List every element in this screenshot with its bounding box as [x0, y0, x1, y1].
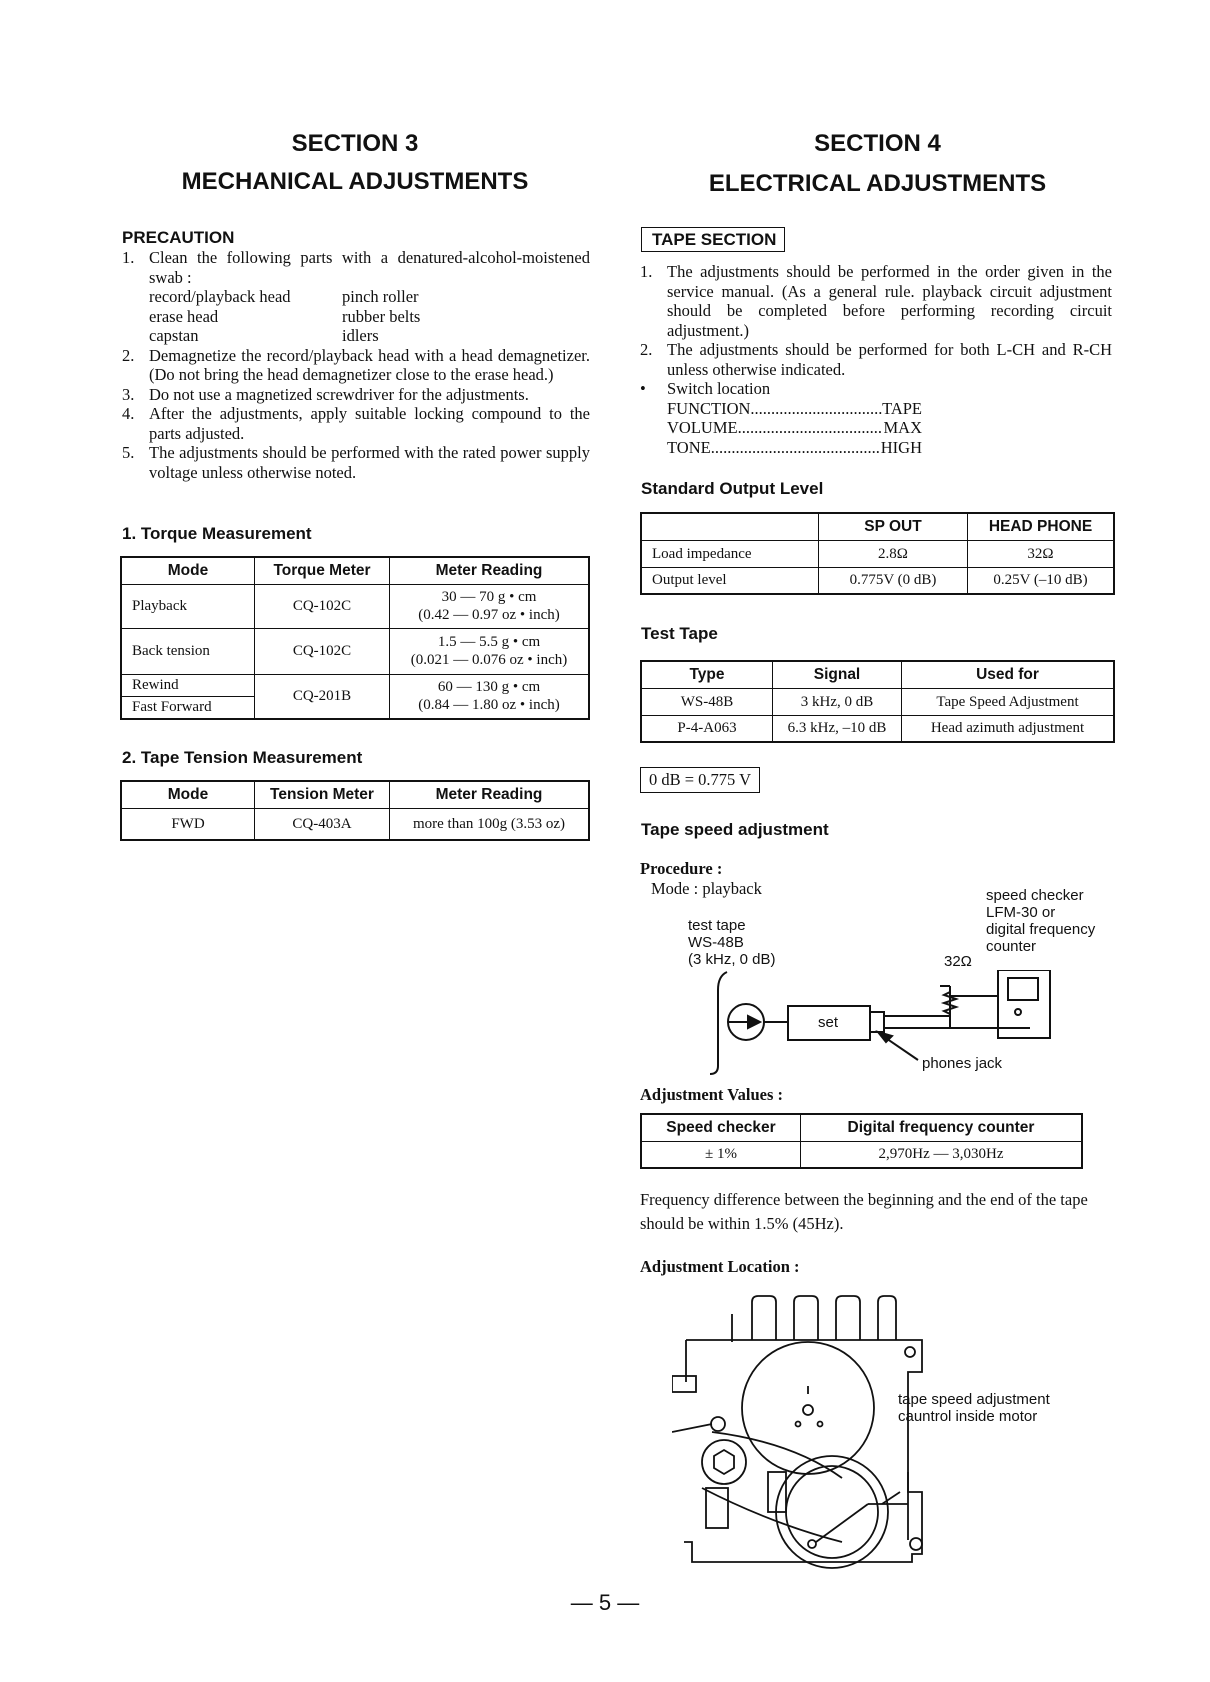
reading-value: (0.84 — 1.80 oz • inch) — [418, 697, 560, 713]
section4-title: ELECTRICAL ADJUSTMENTS — [708, 170, 1047, 197]
table-header: Tension Meter — [255, 781, 390, 808]
table-cell: CQ-102C — [255, 628, 390, 674]
mechanism-drawing — [672, 1292, 952, 1572]
switch-name: VOLUME — [667, 418, 738, 437]
table-cell: WS-48B — [641, 688, 773, 715]
part-name: pinch roller — [342, 287, 419, 306]
table-cell: CQ-403A — [255, 808, 390, 840]
table-cell: 0.775V (0 dB) — [819, 567, 968, 594]
reading-value: (0.021 — 0.076 oz • inch) — [410, 652, 568, 668]
table-cell: Output level — [641, 567, 819, 594]
part-name: erase head — [149, 306, 219, 326]
table-header: Mode — [121, 781, 255, 808]
part-name: rubber belts — [342, 306, 421, 326]
reading-value: 1.5 — 5.5 g • cm — [437, 634, 541, 650]
section3-label: SECTION 3 — [291, 130, 419, 157]
switch-name: FUNCTION — [667, 398, 751, 418]
reading-value: (0.42 — 0.97 oz • inch) — [418, 607, 560, 623]
switch-name: TONE — [667, 437, 711, 457]
precaution-item-4: After the adjustments, apply suitable locking compound to the parts adjusted. — [149, 404, 590, 443]
table-cell: CQ-201B — [255, 674, 390, 719]
test-tape-table — [640, 660, 1115, 743]
table-cell — [390, 674, 590, 719]
table-header: Torque Meter — [255, 557, 390, 584]
table-header: Type — [641, 661, 773, 688]
diagram-label: (3 kHz, 0 dB) — [688, 951, 776, 968]
table-cell: P-4-A063 — [641, 715, 773, 742]
table-header: Meter Reading — [390, 781, 590, 808]
table-header — [641, 513, 819, 540]
table-cell: CQ-102C — [255, 584, 390, 628]
precaution-item-5: The adjustments should be performed with the rated power supply voltage unless otherwise noted. — [149, 443, 590, 482]
resistor-icon — [944, 986, 956, 1014]
tape-path — [710, 972, 727, 1074]
diagram-label: LFM-30 or — [986, 904, 1056, 921]
table-cell: Load impedance — [641, 540, 819, 567]
mode-rewind: Rewind — [122, 675, 254, 697]
table-cell: 2,970Hz — 3,030Hz — [801, 1141, 1083, 1168]
resistor-label: 32Ω — [944, 953, 972, 970]
table-row — [121, 628, 589, 674]
table-cell: 6.3 kHz, –10 dB — [773, 715, 902, 742]
part-name: idlers — [342, 326, 379, 345]
table-cell — [390, 584, 590, 628]
part-name: capstan — [149, 326, 199, 345]
diagram-label: digital frequency — [986, 921, 1096, 938]
table-row — [121, 584, 589, 628]
phones-jack-label: phones jack — [922, 1055, 1003, 1072]
table-cell: Head azimuth adjustment — [902, 715, 1115, 742]
table-row — [121, 808, 589, 840]
diagram-label: speed checker — [986, 887, 1084, 904]
switch-value: HIGH — [880, 437, 922, 457]
switch-heading: Switch location — [667, 379, 771, 398]
procedure-label: Procedure : — [640, 859, 723, 878]
table-row — [641, 688, 1114, 715]
note-item-2: The adjustments should be performed for both L-CH and R-CH unless otherwise indicated. — [667, 340, 1112, 379]
table-cell — [121, 674, 255, 719]
tape-section-label: TAPE SECTION — [641, 227, 785, 252]
diagram-label: counter — [986, 938, 1037, 955]
speed-adj-heading: Tape speed adjustment — [641, 820, 829, 839]
page-number: — 5 — — [570, 1590, 640, 1615]
note-item-1: The adjustments should be performed in the order given in the service manual. (As a general rule. playback circuit adjustment should be completed before performing recording circuit adjustment.) — [667, 262, 1112, 340]
table-cell: ± 1% — [641, 1141, 801, 1168]
part-name: record/playback head — [149, 287, 291, 306]
zero-db-reference: 0 dB = 0.775 V — [640, 767, 760, 793]
precaution-item-2: Demagnetize the record/playback head with a head demagnetizer. (Do not bring the head demagnetizer close to the erase head.) — [149, 345, 590, 384]
mode-fast-forward: Fast Forward — [132, 698, 212, 715]
set-box — [788, 1006, 870, 1040]
reading-value: 60 — 130 g • cm — [437, 679, 541, 695]
diagram-label: test tape — [688, 917, 746, 934]
tension-heading: 2. Tape Tension Measurement — [122, 748, 363, 767]
table-row — [641, 567, 1114, 594]
frequency-note: Frequency difference between the beginning and the end of the tape should be within 1.5% (45Hz). — [640, 1190, 1088, 1233]
table-header: SP OUT — [819, 513, 968, 540]
adjustment-location-label — [898, 1391, 1050, 1425]
table-header: Digital frequency counter — [801, 1114, 1083, 1141]
speed-checker-label — [986, 887, 1095, 955]
test-tape-heading: Test Tape — [641, 624, 718, 643]
table-cell: 2.8Ω — [819, 540, 968, 567]
values-heading: Adjustment Values : — [640, 1085, 784, 1104]
table-row — [641, 1141, 1082, 1168]
precaution-item-3: Do not use a magnetized screwdriver for the adjustments. — [149, 384, 529, 404]
torque-heading: 1. Torque Measurement — [122, 524, 312, 543]
table-row — [121, 674, 589, 719]
electrical-notes: 1. The adjustments should be performed in the order given in the service manual. (As a general rule. playback circuit adjustment should be completed before performing recording circuit adjustment.) 2. The adjustments should be performed for both L-CH and R-CH unless otherwise indicated. • Switch location FUNCTION ..... TAPE VOLUME ..... MAX TONE ..... HIGH — [640, 262, 1112, 457]
table-header: HEAD PHONE — [968, 513, 1115, 540]
table-cell: FWD — [121, 808, 255, 840]
test-tape-label — [688, 917, 776, 968]
table-cell: more than 100g (3.53 oz) — [390, 808, 590, 840]
table-header: Signal — [773, 661, 902, 688]
precaution-list: 1. Clean the following parts with a denatured-alcohol-moistened swab : record/playback head pinch roller erase head rubber belts capstan idlers 2. Demagnetize the record/playback head with a head demagnetizer. (Do not bring the head demagnetizer close to the erase head.) 3. Do not use a magnetized screwdriver for the adjustments. 4. After the adjustments, apply suitable locking compound to the parts adjusted. 5. The adjustments should be performed with the rated power supply voltage unless otherwise noted. — [122, 248, 590, 482]
location-label: tape speed adjustment — [898, 1391, 1050, 1408]
switch-value: MAX — [883, 418, 922, 437]
precaution-heading: PRECAUTION — [122, 228, 235, 247]
location-heading: Adjustment Location : — [640, 1257, 800, 1276]
setup-diagram — [690, 970, 1070, 1076]
std-output-table — [640, 512, 1115, 595]
table-header: Mode — [121, 557, 255, 584]
table-cell — [390, 628, 590, 674]
section4-label: SECTION 4 — [814, 130, 941, 157]
table-cell: 3 kHz, 0 dB — [773, 688, 902, 715]
table-row — [641, 715, 1114, 742]
table-cell: Playback — [121, 584, 255, 628]
table-header: Meter Reading — [390, 557, 590, 584]
torque-table — [120, 556, 590, 720]
adjustment-values-table — [640, 1113, 1083, 1169]
table-row — [641, 540, 1114, 567]
tension-table — [120, 780, 590, 841]
diagram-label: WS-48B — [688, 934, 744, 951]
precaution-item-1: Clean the following parts with a denatured-alcohol-moistened swab : — [149, 248, 590, 287]
table-cell: Tape Speed Adjustment — [902, 688, 1115, 715]
flywheel — [742, 1342, 874, 1474]
table-cell: 32Ω — [968, 540, 1115, 567]
section3-title: MECHANICAL ADJUSTMENTS — [181, 168, 529, 195]
std-output-heading: Standard Output Level — [641, 479, 824, 498]
table-header: Speed checker — [641, 1114, 801, 1141]
mode-label: Mode : playback — [651, 879, 762, 898]
table-cell: Back tension — [121, 628, 255, 674]
location-label: cauntrol inside motor — [898, 1408, 1038, 1425]
jack-icon — [870, 1012, 884, 1032]
switch-value: TAPE — [882, 398, 922, 418]
reading-value: 30 — 70 g • cm — [441, 589, 537, 605]
motor — [776, 1456, 888, 1568]
table-header: Used for — [902, 661, 1115, 688]
table-cell: 0.25V (–10 dB) — [968, 567, 1115, 594]
set-label: set — [818, 1014, 839, 1031]
